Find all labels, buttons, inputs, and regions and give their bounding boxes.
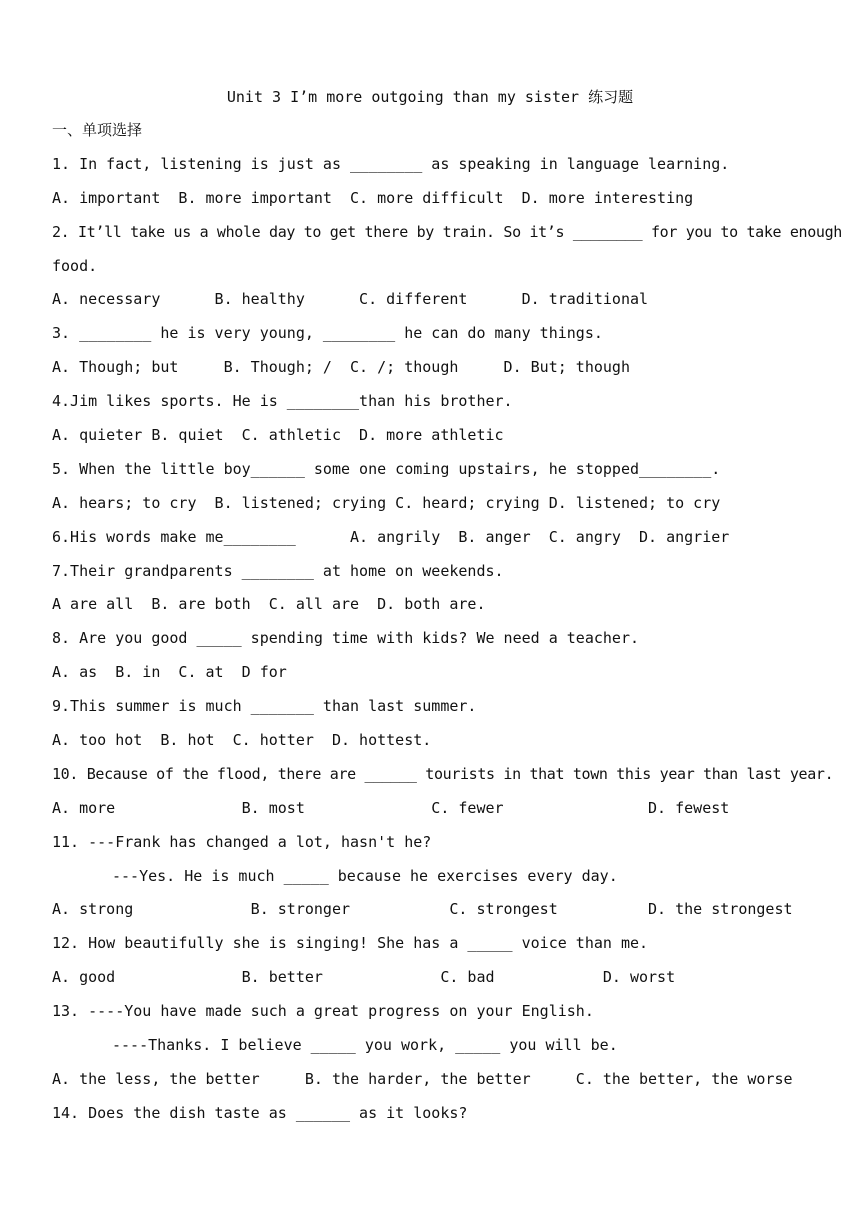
question-line: 8. Are you good _____ spending time with kids? We need a teacher. <box>52 629 639 648</box>
question-line: A. necessary B. healthy C. different D. traditional <box>52 290 649 309</box>
question-line: A. the less, the better B. the harder, the better C. the better, the worse <box>52 1069 793 1088</box>
question-line: 14. Does the dish taste as ______ as it looks? <box>52 1103 468 1122</box>
question-line: 12. How beautifully she is singing! She has a _____ voice than me. <box>52 934 649 953</box>
question-line: ---Yes. He is much _____ because he exercises every day. <box>112 866 618 885</box>
question-line: 6.His words make me________ A. angrily B. anger C. angry D. angrier <box>52 527 730 546</box>
question-line: 10. Because of the flood, there are ______ tourists in that town this year than last year. <box>52 764 834 783</box>
question-line: 1. In fact, listening is just as ________ as speaking in language learning. <box>52 154 730 173</box>
question-line: A. good B. better C. bad D. worst <box>52 968 676 987</box>
question-line: A. strong B. stronger C. strongest D. the strongest <box>52 900 793 919</box>
question-line: 9.This summer is much _______ than last summer. <box>52 697 477 716</box>
question-line: A. important B. more important C. more difficult D. more interesting <box>52 188 694 207</box>
question-line: 5. When the little boy______ some one coming upstairs, he stopped________. <box>52 459 721 478</box>
question-line: A. as B. in C. at D for <box>52 663 287 682</box>
page-title: Unit 3 I’m more outgoing than my sister 练习题 <box>226 88 634 106</box>
question-line: A. quieter B. quiet C. athletic D. more athletic <box>52 426 504 445</box>
question-line: 2. It’ll take us a whole day to get there by train. So it’s ________ for you to take enough <box>52 222 842 241</box>
question-line: 4.Jim likes sports. He is ________than his brother. <box>52 392 513 411</box>
question-line: A. hears; to cry B. listened; crying C. heard; crying D. listened; to cry <box>52 493 721 512</box>
question-list <box>52 119 842 1136</box>
question-line: ----Thanks. I believe _____ you work, _____ you will be. <box>112 1036 618 1055</box>
question-line: 7.Their grandparents ________ at home on weekends. <box>52 561 504 580</box>
question-line: A. too hot B. hot C. hotter D. hottest. <box>52 731 432 750</box>
question-line: 13. ----You have made such a great progress on your English. <box>52 1002 594 1021</box>
section-title: 一、单项选择 <box>52 121 143 139</box>
question-line: 3. ________ he is very young, ________ he can do many things. <box>52 324 603 343</box>
question-line: A. Though; but B. Though; / C. /; though D. But; though <box>52 358 630 377</box>
question-line: A. more B. most C. fewer D. fewest <box>52 798 730 817</box>
question-line: A are all B. are both C. all are D. both are. <box>52 595 486 614</box>
question-line: food. <box>52 256 98 275</box>
question-line: 11. ---Frank has changed a lot, hasn't he? <box>52 832 432 851</box>
